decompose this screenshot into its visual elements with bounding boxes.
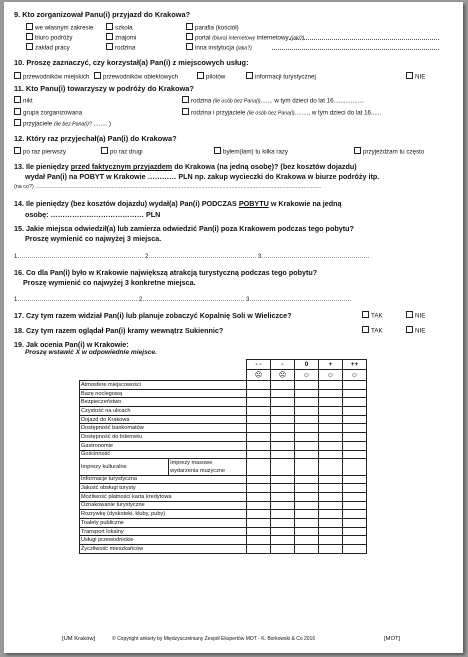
- smile-face-icon: ☺: [319, 370, 343, 381]
- rating-cell[interactable]: [247, 407, 271, 416]
- q9-opt-school[interactable]: szkoła: [106, 23, 133, 32]
- rating-cell[interactable]: [247, 527, 271, 536]
- q9-opt-agency[interactable]: biuro podróży: [26, 33, 73, 42]
- table-row: [80, 519, 367, 528]
- q12-opt-first[interactable]: po raz pierwszy: [14, 147, 66, 156]
- footer-right: [MOT]: [384, 636, 401, 642]
- table-row: [80, 415, 367, 424]
- rating-cell[interactable]: [271, 519, 295, 528]
- q14-line1: 14. Ile pieniędzy (bez kosztów dojazdu) wydał(a) Pan(i) PODCZAS POBYTU w Krakowie na jedną: [14, 199, 342, 208]
- checkbox[interactable]: [14, 108, 21, 115]
- rating-cell[interactable]: [319, 450, 343, 459]
- q9-opt-portal[interactable]: portal (biuro) internetowy internetowy (jaki?): [186, 33, 304, 42]
- rating-cell[interactable]: [343, 484, 367, 493]
- table-row: [80, 398, 367, 407]
- rating-cell[interactable]: [295, 424, 319, 433]
- q19-title: 19. Jak ocenia Pan(i) w Krakowie:: [14, 340, 129, 349]
- rating-cell[interactable]: [319, 519, 343, 528]
- row-label: Imprezy kulturalne: [80, 459, 169, 475]
- rating-cell[interactable]: [343, 536, 367, 545]
- rating-cell[interactable]: [247, 501, 271, 510]
- rating-cell[interactable]: [247, 459, 271, 475]
- table-row: [80, 389, 367, 398]
- checkbox[interactable]: [101, 147, 108, 154]
- table-row: [80, 441, 367, 450]
- q17-title: 17. Czy tym razem widział Pan(i) lub planuje zobaczyć Kopalnię Soli w Wieliczce?: [14, 311, 292, 320]
- scale-good: +: [319, 360, 343, 370]
- q10-title: 10. Proszę zaznaczyć, czy korzystał(a) Pan(i) z miejscowych usług:: [14, 58, 249, 67]
- rating-cell[interactable]: [271, 381, 295, 390]
- rating-cell[interactable]: [271, 415, 295, 424]
- checkbox[interactable]: [94, 72, 101, 79]
- footer-copyright: © Copyright ankiety by Międzyuczelniany Zespół Ekspertów MOT - K. Borkowski & Co 2016: [112, 636, 316, 642]
- table-row: [80, 484, 367, 493]
- q9-opt-other[interactable]: inna instytucja (jaka?): [186, 43, 252, 52]
- rating-cell[interactable]: [247, 519, 271, 528]
- rating-cell[interactable]: [247, 389, 271, 398]
- rating-cell[interactable]: [295, 433, 319, 442]
- q10-opt-no[interactable]: NIE: [406, 72, 425, 81]
- rating-cell[interactable]: [343, 510, 367, 519]
- row-label: Życzliwość mieszkańców: [80, 545, 247, 554]
- rating-cell[interactable]: [247, 433, 271, 442]
- q13-line2[interactable]: wydał Pan(i) na POBYT w Krakowie ………… PLN np. zakup wycieczki do Krakowa w biurze podróży itp.: [25, 172, 380, 181]
- q11-opt-nobody[interactable]: nikt: [14, 96, 33, 105]
- rating-cell[interactable]: [271, 484, 295, 493]
- q18-no[interactable]: NIE: [406, 326, 425, 335]
- q9-opt-parish[interactable]: parafia (kościół): [186, 23, 239, 32]
- q11-opt-friends[interactable]: przyjaciele (ile bez Pana(i)? ........ ): [14, 119, 111, 128]
- survey-page: [4, 2, 463, 653]
- row-label: Dojazd do Krakowa: [80, 415, 247, 424]
- rating-cell[interactable]: [295, 536, 319, 545]
- row-label: Atmosfere miejscowości: [80, 381, 247, 390]
- rating-cell[interactable]: [295, 492, 319, 501]
- table-row: [80, 536, 367, 545]
- rating-cell[interactable]: [319, 389, 343, 398]
- row-label: Dostępność do Internetu: [80, 433, 247, 442]
- checkbox[interactable]: [406, 326, 413, 333]
- checkbox[interactable]: [186, 23, 193, 30]
- rating-cell[interactable]: [271, 527, 295, 536]
- rating-cell[interactable]: [319, 415, 343, 424]
- table-row: [80, 501, 367, 510]
- checkbox[interactable]: [106, 43, 113, 50]
- rating-cell[interactable]: [343, 545, 367, 554]
- rating-cell[interactable]: [319, 441, 343, 450]
- q12-opt-few[interactable]: byłem(łam) tu kilka razy: [214, 147, 288, 156]
- rating-cell[interactable]: [247, 536, 271, 545]
- rating-cell[interactable]: [295, 407, 319, 416]
- rating-cell[interactable]: [343, 433, 367, 442]
- rating-cell[interactable]: [319, 424, 343, 433]
- table-row: [80, 381, 367, 390]
- rating-cell[interactable]: [343, 459, 367, 475]
- checkbox[interactable]: [214, 147, 221, 154]
- rating-cell[interactable]: [271, 501, 295, 510]
- rating-faces-row: [80, 370, 367, 381]
- rating-cell[interactable]: [319, 492, 343, 501]
- q11-opt-family-friends[interactable]: rodzina i przyjaciele (ile osób bez Pana(i)........, w tym dzieci do lat 16......: [182, 108, 381, 117]
- row-label: Usługi przewodnickie: [80, 536, 247, 545]
- rating-cell[interactable]: [319, 459, 343, 475]
- rating-cell[interactable]: [295, 510, 319, 519]
- rating-cell[interactable]: [271, 433, 295, 442]
- rating-cell[interactable]: [247, 492, 271, 501]
- q12-opt-second[interactable]: po raz drugi: [101, 147, 143, 156]
- checkbox[interactable]: [186, 33, 193, 40]
- rating-cell[interactable]: [343, 441, 367, 450]
- rating-cell[interactable]: [295, 415, 319, 424]
- q18-title: 18. Czy tym razem oglądał Pan(i) kramy wewnątrz Sukiennic?: [14, 326, 224, 335]
- table-row: [80, 510, 367, 519]
- rating-cell[interactable]: [295, 441, 319, 450]
- q9-other-line[interactable]: [272, 49, 439, 50]
- rating-cell[interactable]: [295, 484, 319, 493]
- rating-cell[interactable]: [343, 407, 367, 416]
- rating-cell[interactable]: [319, 475, 343, 484]
- rating-scale-row: [80, 360, 367, 370]
- rating-cell[interactable]: [319, 536, 343, 545]
- checkbox[interactable]: [106, 23, 113, 30]
- q15-answers[interactable]: 1……………………………………………………… 2……………………………………………… 3………………………………………………: [14, 254, 370, 260]
- rating-cell[interactable]: [247, 545, 271, 554]
- rating-cell[interactable]: [319, 381, 343, 390]
- row-label: Gastronomie: [80, 441, 247, 450]
- q9-opt-own[interactable]: we własnym zakresie: [26, 23, 93, 32]
- q16-line1: 16. Co dla Pan(i) było w Krakowie największą atrakcją turystyczną podczas tego pobytu?: [14, 268, 318, 277]
- rating-cell[interactable]: [319, 398, 343, 407]
- rating-cell[interactable]: [343, 475, 367, 484]
- sad-face-icon: ☹: [271, 370, 295, 381]
- scale-very-good: ++: [343, 360, 367, 370]
- rating-cell[interactable]: [343, 492, 367, 501]
- q16-line2: Proszę wymienić co najwyżej 3 konkretne miejsca.: [23, 278, 196, 287]
- q9-opt-work[interactable]: zakład pracy: [26, 43, 70, 52]
- q11-opt-family[interactable]: rodzina (ile osób bez Pana(i)....... w tym dzieci do lat 16..................: [182, 96, 364, 105]
- rating-cell[interactable]: [271, 398, 295, 407]
- checkbox[interactable]: [26, 33, 33, 40]
- table-row: [80, 545, 367, 554]
- rating-cell[interactable]: [319, 433, 343, 442]
- q13-line3[interactable]: (na co?) ...............................................................................................................................................................................................: [14, 184, 322, 190]
- checkbox[interactable]: [14, 119, 21, 126]
- rating-cell[interactable]: [271, 545, 295, 554]
- rating-cell[interactable]: [247, 475, 271, 484]
- scale-very-bad: - -: [247, 360, 271, 370]
- row-label: Jakość obsługi turysty: [80, 484, 247, 493]
- scale-neutral: 0: [295, 360, 319, 370]
- rating-cell[interactable]: [343, 527, 367, 536]
- checkbox[interactable]: [246, 72, 253, 79]
- checkbox[interactable]: [406, 72, 413, 79]
- checkbox[interactable]: [362, 326, 369, 333]
- rating-cell[interactable]: [295, 501, 319, 510]
- rating-cell[interactable]: [271, 450, 295, 459]
- rating-cell[interactable]: [319, 527, 343, 536]
- rating-cell[interactable]: [319, 501, 343, 510]
- rating-cell[interactable]: [295, 389, 319, 398]
- rating-cell[interactable]: [247, 398, 271, 407]
- row-label: Czystość na ulicach: [80, 407, 247, 416]
- checkbox[interactable]: [14, 96, 21, 103]
- rating-cell[interactable]: [247, 424, 271, 433]
- rating-cell[interactable]: [247, 450, 271, 459]
- q11-opt-group[interactable]: grupa zorganizowana: [14, 108, 82, 117]
- checkbox[interactable]: [197, 72, 204, 79]
- row-label: Gościnność: [80, 450, 247, 459]
- q9-opt-friends[interactable]: znajomi: [106, 33, 136, 42]
- rating-cell[interactable]: [343, 501, 367, 510]
- q18-yes[interactable]: TAK: [362, 326, 383, 335]
- rating-cell[interactable]: [271, 407, 295, 416]
- q19-subtitle: Proszę wstawić X w odpowiednie miejsce.: [25, 349, 157, 356]
- big-smile-face-icon: ☺: [343, 370, 367, 381]
- checkbox[interactable]: [26, 43, 33, 50]
- row-label: Rozrywkę (dyskoteki, kluby, puby): [80, 510, 247, 519]
- q15-line1: 15. Jakie miejsca odwiedził(a) lub zamierza odwiedzić Pan(i) poza Krakowem podczas tego pobytu?: [14, 224, 354, 233]
- neutral-face-icon: ☺: [295, 370, 319, 381]
- rating-cell[interactable]: [271, 536, 295, 545]
- q10-opt-object-guides[interactable]: przewodników obiektowych: [94, 72, 178, 81]
- rating-cell[interactable]: [295, 381, 319, 390]
- rating-cell[interactable]: [247, 415, 271, 424]
- row-label: Bezpieczeństwo: [80, 398, 247, 407]
- rating-cell[interactable]: [271, 459, 295, 475]
- table-row: [80, 450, 367, 459]
- rating-cell[interactable]: [343, 389, 367, 398]
- rating-cell[interactable]: [343, 415, 367, 424]
- rating-cell[interactable]: [319, 510, 343, 519]
- q12-title: 12. Który raz przyjechał(a) Pan(i) do Krakowa?: [14, 134, 177, 143]
- table-row: [80, 527, 367, 536]
- footer-left: [UM Kraków]: [62, 636, 96, 642]
- table-row: [80, 492, 367, 501]
- rating-cell[interactable]: [319, 484, 343, 493]
- q16-answers[interactable]: 1…………………………………………………… 2…………………………………………… 3……………………………………………: [14, 297, 352, 303]
- rating-rows-b: [80, 475, 367, 553]
- row-sublabel: wydarzenia muzyczne: [169, 467, 247, 475]
- q15-line2: Proszę wymienić co najwyżej 3 miejsca.: [25, 234, 162, 243]
- rating-cell[interactable]: [295, 450, 319, 459]
- q11-title: 11. Kto Panu(i) towarzyszy w podróży do Krakowa?: [14, 84, 194, 93]
- checkbox[interactable]: [406, 311, 413, 318]
- rating-cell[interactable]: [343, 381, 367, 390]
- rating-cell[interactable]: [295, 527, 319, 536]
- row-label: Oznakowanie turystyczne: [80, 501, 247, 510]
- rating-cell[interactable]: [247, 381, 271, 390]
- q10-opt-pilots[interactable]: pilotów: [197, 72, 225, 81]
- checkbox[interactable]: [362, 311, 369, 318]
- checkbox[interactable]: [186, 43, 193, 50]
- rating-table: [79, 359, 367, 554]
- q14-line2[interactable]: osobę: ………………………………… PLN: [25, 210, 161, 219]
- checkbox[interactable]: [354, 147, 361, 154]
- rating-cell[interactable]: [295, 545, 319, 554]
- rating-cell[interactable]: [319, 407, 343, 416]
- row-label: Bazę noclegową: [80, 389, 247, 398]
- rating-cell[interactable]: [247, 441, 271, 450]
- q9-portal-line[interactable]: [289, 39, 439, 40]
- rating-cell[interactable]: [295, 519, 319, 528]
- rating-cell[interactable]: [295, 398, 319, 407]
- rating-rows-a: [80, 381, 367, 459]
- rating-cell[interactable]: [247, 510, 271, 519]
- q17-no[interactable]: NIE: [406, 311, 425, 320]
- checkbox[interactable]: [14, 147, 21, 154]
- checkbox[interactable]: [182, 96, 189, 103]
- row-label: Możliwość płatności karta kredytowa: [80, 492, 247, 501]
- row-sublabel: Imprezy masowe: [169, 459, 247, 467]
- table-row: [80, 433, 367, 442]
- rating-cell[interactable]: [319, 545, 343, 554]
- q9-title: 9. Kto zorganizował Panu(i) przyjazd do Krakowa?: [14, 10, 191, 19]
- q9-opt-family[interactable]: rodzina: [106, 43, 135, 52]
- rating-cell[interactable]: [295, 475, 319, 484]
- rating-cell[interactable]: [271, 441, 295, 450]
- rating-cell[interactable]: [271, 492, 295, 501]
- checkbox[interactable]: [14, 72, 21, 79]
- q10-opt-city-guides[interactable]: przewodników miejskich: [14, 72, 89, 81]
- row-label: Dostępność bankomatów: [80, 424, 247, 433]
- table-row: [80, 407, 367, 416]
- row-label: Transport lokalny: [80, 527, 247, 536]
- very-sad-face-icon: ☹: [247, 370, 271, 381]
- table-row: [80, 475, 367, 484]
- rating-cell[interactable]: [295, 459, 319, 475]
- rating-cell[interactable]: [343, 424, 367, 433]
- rating-cell[interactable]: [343, 519, 367, 528]
- q12-opt-often[interactable]: przyjeżdżam tu często: [354, 147, 424, 156]
- q10-opt-info[interactable]: informacji turystycznej: [246, 72, 316, 81]
- rating-cell[interactable]: [343, 398, 367, 407]
- rating-cell[interactable]: [247, 484, 271, 493]
- rating-cell[interactable]: [271, 389, 295, 398]
- row-label: Informacje turystyczna: [80, 475, 247, 484]
- rating-cell[interactable]: [271, 475, 295, 484]
- table-row: [80, 424, 367, 433]
- q17-yes[interactable]: TAK: [362, 311, 383, 320]
- row-label: Toalety publiczne: [80, 519, 247, 528]
- rating-cell[interactable]: [271, 424, 295, 433]
- checkbox[interactable]: [182, 108, 189, 115]
- rating-cell[interactable]: [343, 450, 367, 459]
- scale-bad: -: [271, 360, 295, 370]
- checkbox[interactable]: [106, 33, 113, 40]
- rating-cell[interactable]: [271, 510, 295, 519]
- q13-line1: 13. Ile pieniędzy przed faktycznym przyjazdem do Krakowa (na jedną osobę)? (bez kosztów dojazdu): [14, 162, 357, 171]
- checkbox[interactable]: [26, 23, 33, 30]
- table-row: [80, 459, 367, 467]
